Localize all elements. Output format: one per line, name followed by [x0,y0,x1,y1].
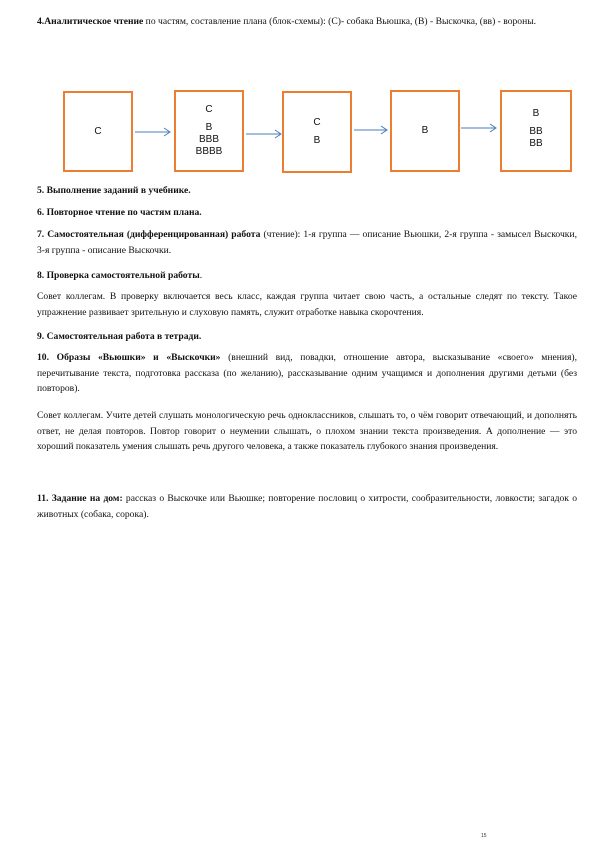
paragraph-heading: 6. Повторное чтение по частям плана. [37,207,202,218]
diagram-box-5 [500,90,572,172]
paragraph-analytical-reading [37,14,577,30]
box-text: В [532,108,540,119]
arrow-icon [244,128,286,140]
plan-block-diagram [0,88,595,180]
advice-to-colleagues-1 [37,289,577,320]
paragraph-textbook-tasks [37,183,577,199]
paragraph-text: рассказ о Выскочке или Вьюшке; повторение пословиц о хитрости, сообразительности, ловкости; загадок о животных (собака, сорока). [37,493,577,520]
box-text: С [205,104,213,115]
paragraph-heading: 7. Самостоятельная (дифференцированная) работа [37,229,261,240]
diagram-box-2 [174,90,244,172]
box-text: В [421,125,429,136]
diagram-box-1 [63,91,133,172]
paragraph-heading: 10. Образы «Вьюшки» и «Выскочки» [37,352,221,363]
advice-to-colleagues-2 [37,408,577,455]
box-text: С [313,117,321,128]
paragraph-text: . [199,270,203,281]
page-number: 15 [481,833,487,839]
paragraph-independent-work [37,227,577,258]
box-text: В [313,135,321,146]
diagram-box-3 [282,91,352,173]
paragraph-heading: 11. Задание на дом: [37,493,123,504]
paragraph-repeat-reading [37,205,577,221]
box-text: С [94,125,102,137]
paragraph-homework [37,491,577,522]
paragraph-heading: 5. Выполнение заданий в учебнике. [37,185,191,196]
paragraph-character-images [37,350,577,397]
box-text: ВВ [529,126,543,137]
paragraph-text: по частям, составление плана (блок-схемы): (С)- собака Вьюшка, (В) - Выскочка, (вв) - вороны. [143,16,537,27]
arrow-icon [133,126,175,138]
paragraph-heading: 4.Аналитическое чтение [37,16,144,27]
arrow-icon [352,124,392,136]
paragraph-notebook-work [37,329,577,345]
arrow-icon [459,122,501,134]
box-text: ВВ [529,138,543,149]
box-text: ВВВВ [195,146,223,157]
paragraph-text: (чтение): 1-я группа — описание Вьюшки, 2-я группа - замысел Выскочки, 3-я группа - описание Выскочки. [37,229,577,256]
paragraph-heading: 9. Самостоятельная работа в тетради. [37,331,202,342]
paragraph-text: Совет коллегам. Учите детей слушать монологическую речь одноклассников, слышать то, о чём говорит отвечающий, и дополнять ответ, не делая повторов. Повтор говорит о неумении слышать, о плохом знании текста произведения. А дополнение — это хороший показатель умения слышать речь другого человека, а также показатель глубокого знания произведения. [37,410,577,452]
paragraph-text: Совет коллегам. В проверку включается весь класс, каждая группа читает свою часть, а остальные следят по тексту. Такое упражнение развивает зрительную и слуховую память, служит отработке навыка скорочтения. [37,291,577,318]
diagram-box-4 [390,90,460,172]
box-text: ВВВ [198,134,219,145]
paragraph-heading: 8. Проверка самостоятельной работы [37,270,200,281]
paragraph-check-work [37,268,577,284]
box-text: В [205,122,213,133]
paragraph-text: (внешний вид, повадки, отношение автора, высказывание «своего» мнения), перечитывание текста, подготовка рассказа (по желанию), рассказывание одним учащимся и дополнения другими детьми (без повторов). [37,352,578,394]
